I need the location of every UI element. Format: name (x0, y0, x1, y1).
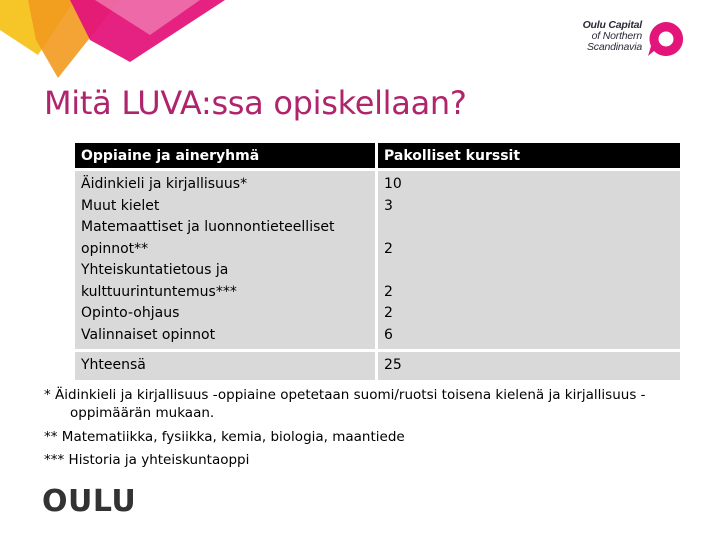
table-row (75, 171, 680, 349)
brand-logo (574, 20, 686, 60)
oulu-logo: OULU (42, 484, 137, 519)
course-count-4: 2 (384, 283, 393, 300)
courses-table (72, 140, 683, 383)
table-header-row (75, 143, 680, 168)
brand-text (574, 20, 642, 53)
footnote-1: * Äidinkieli ja kirjallisuus -oppiaine opetetaan suomi/ruotsi toisena kielenä ja kirjallisuus -oppimäärän mukaan. (44, 387, 646, 421)
footnote-3: *** Historia ja yhteiskuntaoppi (44, 452, 250, 468)
course-count-6: 6 (384, 326, 393, 343)
course-count-2: 3 (384, 197, 393, 214)
subject-1: Äidinkieli ja kirjallisuus* (81, 176, 248, 192)
subject-4a: Yhteiskuntatietous ja (81, 262, 229, 278)
footnotes (44, 386, 684, 472)
brand-line-2: of Northern (591, 30, 642, 42)
subject-3a: Matemaattiset ja luonnontieteelliset (81, 219, 335, 235)
header-subject: Oppiaine ja aineryhmä (75, 143, 375, 168)
subject-4b: kulttuurintuntemus*** (81, 283, 237, 300)
brand-line-3: Scandinavia (586, 41, 642, 53)
total-label: Yhteensä (75, 352, 375, 380)
decorative-corner-shapes (0, 0, 230, 80)
total-value: 25 (378, 352, 680, 380)
courses-cell (378, 171, 680, 349)
brand-line-1: Oulu Capital (582, 19, 642, 31)
course-count-3: 2 (384, 240, 393, 257)
subject-3b: opinnot** (81, 240, 149, 257)
subject-5: Opinto-ohjaus (81, 305, 180, 321)
subject-6: Valinnaiset opinnot (81, 326, 216, 343)
subjects-cell (75, 171, 375, 349)
subject-2: Muut kielet (81, 197, 160, 214)
footnote-2: ** Matematiikka, fysiikka, kemia, biologia, maantiede (44, 429, 405, 445)
table-row-total (75, 352, 680, 380)
header-courses: Pakolliset kurssit (378, 143, 680, 168)
course-count-1: 10 (384, 176, 402, 192)
oulu-speech-bubble-icon (646, 20, 686, 58)
page-title: Mitä LUVA:ssa opiskellaan? (44, 84, 467, 122)
course-count-5: 2 (384, 305, 393, 321)
